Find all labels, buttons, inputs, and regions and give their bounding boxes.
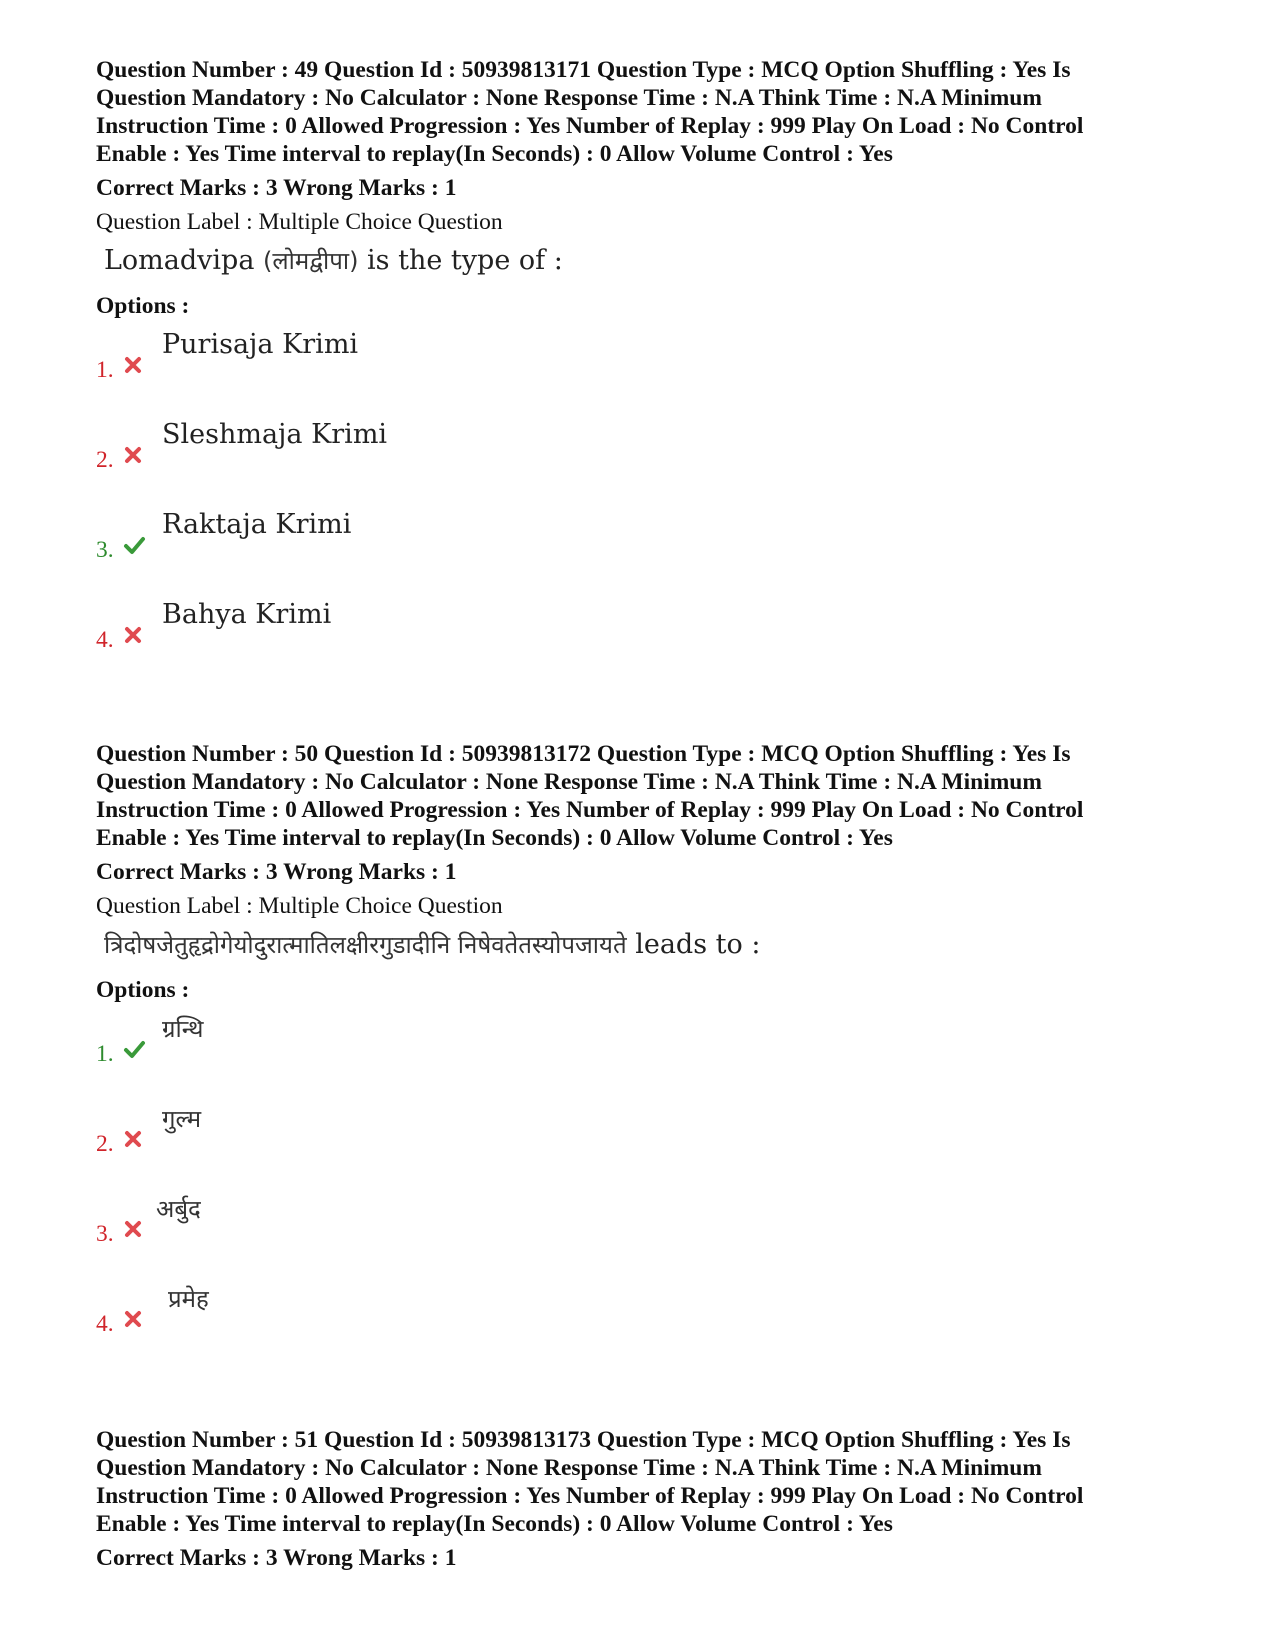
- option-3: [96, 508, 1196, 598]
- question-text: [104, 928, 1196, 962]
- option-text: Sleshmaja Krimi: [162, 419, 388, 450]
- question-text-devanagari: (लोमद्वीपा): [263, 247, 359, 275]
- option-3: [96, 1192, 1196, 1282]
- option-text: Purisaja Krimi: [162, 329, 359, 360]
- meta-line: Enable : Yes Time interval to replay(In Seconds) : 0 Allow Volume Control : Yes: [96, 825, 893, 851]
- option-number: 2.: [96, 447, 114, 473]
- cross-icon: [122, 1128, 144, 1150]
- question-block-51: [96, 1426, 1196, 1572]
- marks-line: Correct Marks : 3 Wrong Marks : 1: [96, 859, 457, 885]
- option-4: [96, 598, 1196, 688]
- marks-line: Correct Marks : 3 Wrong Marks : 1: [96, 1545, 457, 1571]
- meta-line: Question Mandatory : No Calculator : None Response Time : N.A Think Time : N.A Minimum: [96, 85, 1042, 111]
- meta-line: Enable : Yes Time interval to replay(In Seconds) : 0 Allow Volume Control : Yes: [96, 141, 893, 167]
- option-text: Bahya Krimi: [162, 599, 332, 630]
- question-text-part: Lomadvipa: [104, 245, 264, 276]
- options-title: Options :: [96, 293, 190, 319]
- meta-line: Instruction Time : 0 Allowed Progression : Yes Number of Replay : 999 Play On Load : No Control: [96, 797, 1084, 823]
- option-number: 1.: [96, 1041, 114, 1067]
- cross-icon: [122, 354, 144, 376]
- option-number: 4.: [96, 1311, 114, 1337]
- option-2: [96, 1102, 1196, 1192]
- question-text: [104, 244, 1196, 278]
- meta-line: Question Number : 50 Question Id : 50939813172 Question Type : MCQ Option Shuffling : Yes Is: [96, 741, 1071, 767]
- option-1: [96, 328, 1196, 418]
- option-number: 3.: [96, 1221, 114, 1247]
- check-icon: [122, 1038, 146, 1060]
- option-1: [96, 1012, 1196, 1102]
- option-number: 1.: [96, 357, 114, 383]
- options-list: [96, 1012, 1196, 1372]
- option-number: 3.: [96, 537, 114, 563]
- option-text: Raktaja Krimi: [162, 509, 352, 540]
- options-title: Options :: [96, 977, 190, 1003]
- meta-line: Instruction Time : 0 Allowed Progression : Yes Number of Replay : 999 Play On Load : No Control: [96, 113, 1084, 139]
- marks-line: Correct Marks : 3 Wrong Marks : 1: [96, 175, 457, 201]
- option-number: 4.: [96, 627, 114, 653]
- cross-icon: [122, 444, 144, 466]
- meta-line: Enable : Yes Time interval to replay(In Seconds) : 0 Allow Volume Control : Yes: [96, 1511, 893, 1537]
- option-text: अर्बुद: [156, 1195, 201, 1223]
- option-text: प्रमेह: [168, 1285, 209, 1313]
- option-4: [96, 1282, 1196, 1372]
- cross-icon: [122, 1218, 144, 1240]
- question-label: Question Label : Multiple Choice Question: [96, 209, 503, 235]
- option-2: [96, 418, 1196, 508]
- option-number: 2.: [96, 1131, 114, 1157]
- meta-line: Question Mandatory : No Calculator : None Response Time : N.A Think Time : N.A Minimum: [96, 769, 1042, 795]
- question-meta: [96, 1426, 1196, 1538]
- cross-icon: [122, 1308, 144, 1330]
- question-block-50: [96, 740, 1196, 1372]
- option-text: गुल्म: [162, 1105, 202, 1133]
- question-text-part: is the type of :: [358, 245, 563, 276]
- question-meta: [96, 56, 1196, 168]
- check-icon: [122, 534, 146, 556]
- question-text-devanagari: त्रिदोषजेतुहृद्रोगेयोदुरात्मातिलक्षीरगुडादीनि निषेवतेतस्योपजायते: [104, 931, 627, 959]
- question-text-part: leads to :: [626, 929, 761, 960]
- meta-line: Question Number : 51 Question Id : 50939813173 Question Type : MCQ Option Shuffling : Yes Is: [96, 1427, 1071, 1453]
- question-meta: [96, 740, 1196, 852]
- meta-line: Instruction Time : 0 Allowed Progression : Yes Number of Replay : 999 Play On Load : No Control: [96, 1483, 1084, 1509]
- option-text: ग्रन्थि: [162, 1015, 204, 1043]
- cross-icon: [122, 624, 144, 646]
- question-label: Question Label : Multiple Choice Question: [96, 893, 503, 919]
- question-block-49: [96, 56, 1196, 688]
- meta-line: Question Mandatory : No Calculator : None Response Time : N.A Think Time : N.A Minimum: [96, 1455, 1042, 1481]
- meta-line: Question Number : 49 Question Id : 50939813171 Question Type : MCQ Option Shuffling : Yes Is: [96, 57, 1071, 83]
- options-list: [96, 328, 1196, 688]
